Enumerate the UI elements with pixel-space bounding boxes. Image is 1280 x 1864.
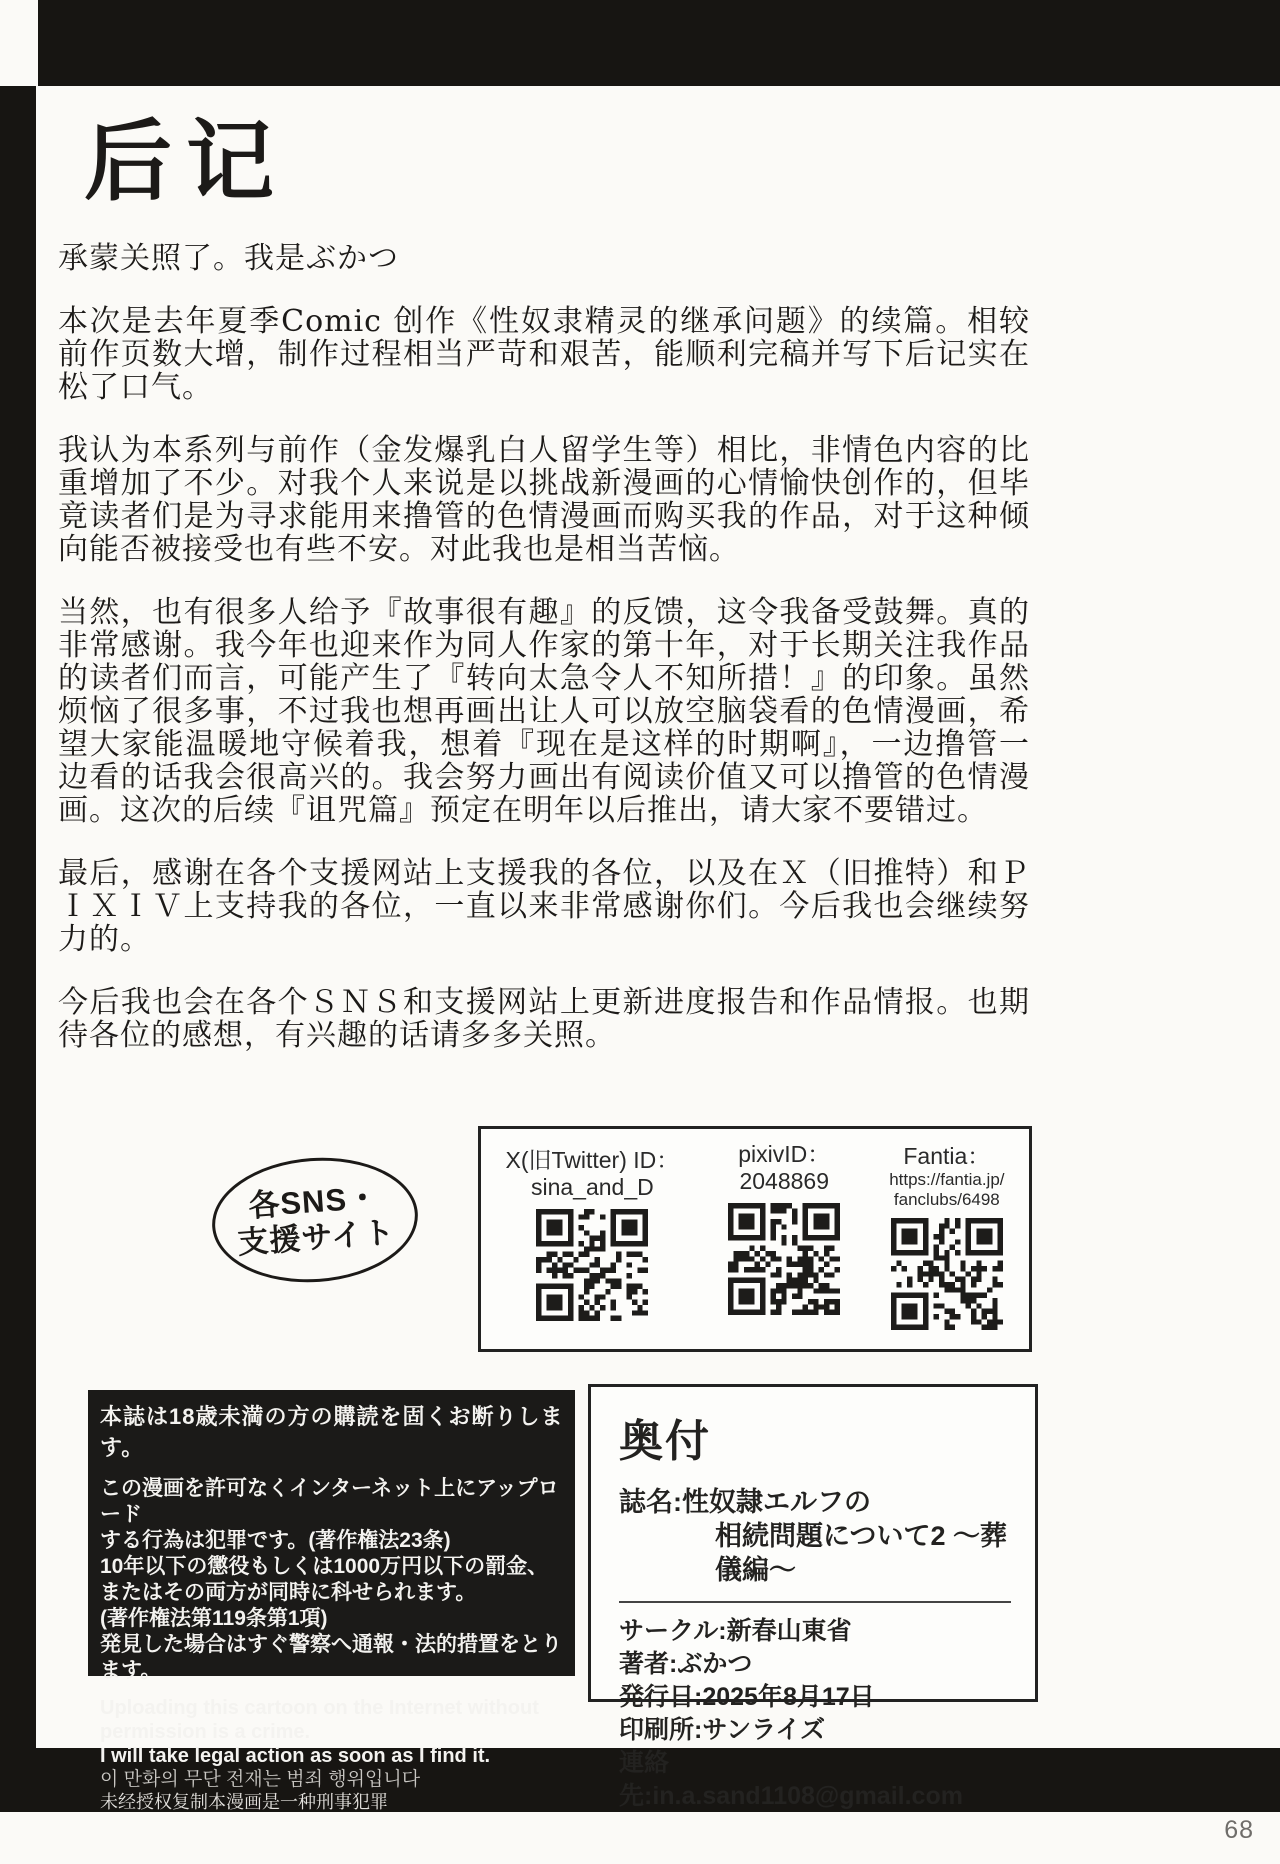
- colophon-entry: 印刷所:サンライズ: [619, 1716, 826, 1744]
- copyright-warning-jp: この漫画を許可なくインターネット上にアップロード: [100, 1477, 559, 1526]
- qr-account-id: 2048869: [739, 1168, 829, 1194]
- afterword-paragraph: 今后我也会在各个ＳＮＳ和支援网站上更新进度报告和作品情报。也期待各位的感想，有兴趣的话请多多关照。: [58, 985, 1030, 1053]
- age-restriction-notice: 本誌は18歳未満の方の購読を固くお断りします。: [100, 1404, 564, 1460]
- afterword-paragraph: 最后，感谢在各个支援网站上支援我的各位，以及在Ｘ（旧推特）和ＰＩＸＩＶ上支持我的各位，一直以来非常感谢你们。今后我也会继续努力的。: [58, 856, 1030, 957]
- copyright-warning-kr: 이 만화의 무단 전재는 범죄 행위입니다: [100, 1769, 421, 1790]
- sns-bubble-line: 支援サイト: [236, 1214, 397, 1261]
- qr-label: pixivID：: [738, 1141, 831, 1167]
- qr-column-fantia: [889, 1143, 1004, 1330]
- afterword-paragraph: 承蒙关照了。我是ぶかつ: [58, 241, 399, 276]
- colophon-box: [588, 1384, 1038, 1810]
- page-number: 68: [1224, 1816, 1254, 1844]
- copyright-warning-en-line: I will take legal action as soon as I find it.: [100, 1745, 491, 1767]
- qr-code-x-twitter-icon: [536, 1209, 648, 1321]
- colophon-entries: [619, 1615, 1011, 1813]
- afterword-paragraph: 当然，也有很多人给予『故事很有趣』的反馈，这令我备受鼓舞。真的非常感谢。我今年也迎来作为同人作家的第十年，对于长期关注我作品的读者们而言，可能产生了『转向太急令人不知所措！』的印象。虽然烦恼了很多事，不过我也想再画出让人可以放空脑袋看的色情漫画，希望大家能温暖地守候着我，想着『现在是这样的时期啊』，一边撸管一边看的话我会很高兴的。我会努力画出有阅读价值又可以撸管的色情漫画。这次的后续『诅咒篇』预定在明年以后推出，请大家不要错过。: [58, 595, 1030, 828]
- qr-account-id: sina_and_D: [530, 1174, 654, 1200]
- sns-qr-panel: [478, 1126, 1032, 1352]
- copyright-warning-en: [100, 1696, 565, 1768]
- colophon-entry: サークル:新春山東省: [619, 1617, 852, 1645]
- afterword-paragraph: 本次是去年夏季Comic 创作《性奴隶精灵的继承问题》的续篇。相较前作页数大增，制作过程相当严苛和艰苦，能顺利完稿并写下后记实在松了口气。: [58, 304, 1030, 405]
- copyright-warning-jp: 発見した場合はすぐ警察へ通報・法的措置をとります。: [100, 1633, 562, 1682]
- colophon-title-line: 誌名:性奴隷エルフの: [619, 1487, 871, 1517]
- copyright-warning-jp: (著作権法第119条第1項): [100, 1607, 328, 1630]
- colophon-title: [619, 1485, 1011, 1587]
- sns-bubble: [208, 1151, 422, 1289]
- colophon-divider: [619, 1601, 1011, 1603]
- qr-code-fantia-icon: [891, 1218, 1003, 1330]
- afterword-body: [58, 242, 1030, 1082]
- copyright-warning-cn: 未经授权复制本漫画是一种刑事犯罪: [100, 1792, 388, 1812]
- copyright-warning-box: [88, 1390, 575, 1812]
- page-title: 后记: [84, 109, 289, 213]
- qr-url: https://fantia.jp/: [889, 1170, 1005, 1189]
- copyright-warning-en-line: permission is a crime.: [100, 1721, 311, 1743]
- copyright-warning-jp: する行為は犯罪です。(著作権法23条): [100, 1529, 451, 1552]
- scan-border-left: [0, 86, 36, 1750]
- sns-bubble-line: 各SNS・: [247, 1179, 381, 1224]
- qr-column-x-twitter: [505, 1147, 679, 1321]
- colophon-entry: 著者:ぶかつ: [619, 1650, 753, 1678]
- qr-column-pixiv: [728, 1141, 840, 1315]
- copyright-warning-en-line: Uploading this cartoon on the Internet without: [100, 1697, 539, 1719]
- colophon-title-line: 相続問題について2 ～葬儀編～: [715, 1521, 1007, 1585]
- qr-url: fanclubs/6498: [893, 1190, 1000, 1209]
- qr-code-pixiv-icon: [728, 1203, 840, 1315]
- colophon-entry: 発行日:2025年8月17日: [619, 1683, 875, 1711]
- qr-label: X(旧Twitter) ID：: [505, 1147, 680, 1173]
- qr-label: Fantia：: [903, 1143, 991, 1169]
- scan-border-top: [38, 0, 1280, 86]
- colophon-entry: 連絡先:in.a.sand1108@gmail.com: [619, 1749, 963, 1810]
- colophon-heading: 奥付: [619, 1417, 711, 1466]
- afterword-paragraph: 我认为本系列与前作（金发爆乳白人留学生等）相比，非情色内容的比重增加了不少。对我个人来说是以挑战新漫画的心情愉快创作的，但毕竟读者们是为寻求能用来撸管的色情漫画而购买我的作品，对于这种倾向能否被接受也有些不安。对此我也是相当苦恼。: [58, 433, 1030, 567]
- copyright-warning-jp: またはその両方が同時に科せられます。: [100, 1581, 477, 1604]
- copyright-warning-jp: 10年以下の懲役もしくは1000万円以下の罰金、: [100, 1555, 549, 1578]
